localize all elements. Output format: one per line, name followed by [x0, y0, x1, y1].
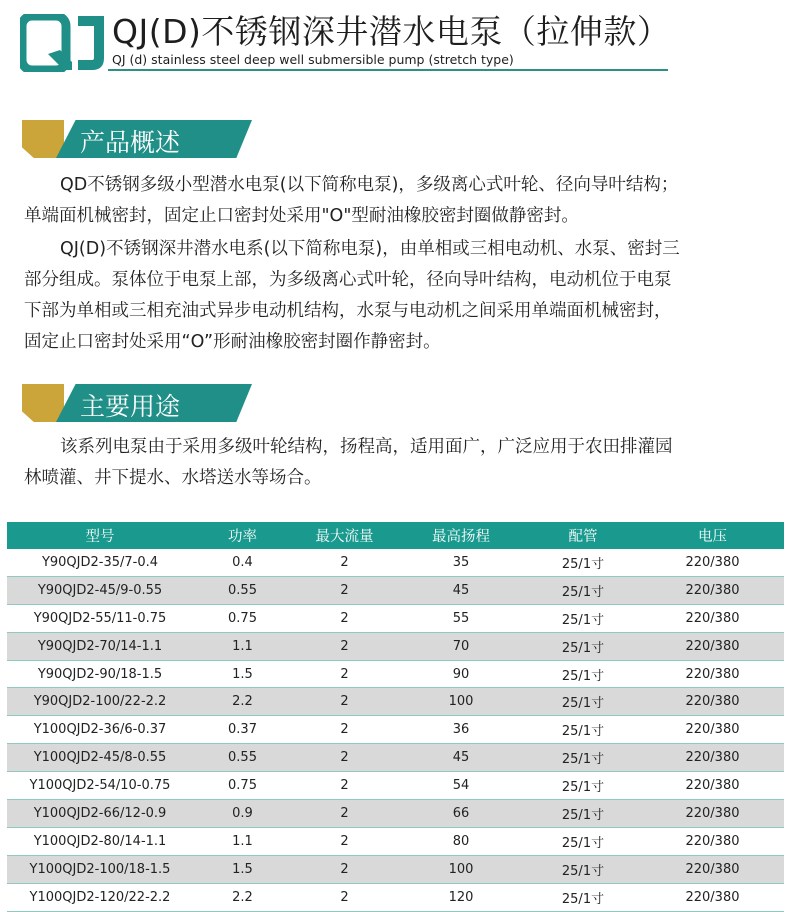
usage-paragraph [24, 432, 769, 494]
text-line: 固定止口密封处采用“O”形耐油橡胶密封圈作静密封。 [24, 332, 441, 352]
header-max-head: 最高扬程 [397, 522, 525, 549]
cell-power: 2.2 [193, 883, 292, 911]
table-row [7, 827, 784, 855]
cell-max-head: 45 [397, 576, 525, 604]
banner-gold-accent [22, 120, 64, 158]
cell-model: Y100QJD2-120/22-2.2 [7, 883, 193, 911]
cell-power: 0.55 [193, 744, 292, 772]
cell-max-head: 80 [397, 827, 525, 855]
cell-max-head: 120 [397, 883, 525, 911]
cell-model: Y100QJD2-100/18-1.5 [7, 855, 193, 883]
cell-max-flow: 2 [292, 716, 397, 744]
cell-pipe: 25/1寸 [525, 772, 641, 800]
cell-max-head: 100 [397, 688, 525, 716]
table-row [7, 549, 784, 576]
cell-voltage: 220/380 [641, 800, 784, 828]
cell-model: Y90QJD2-100/22-2.2 [7, 688, 193, 716]
cell-max-flow: 2 [292, 604, 397, 632]
header-voltage: 电压 [641, 522, 784, 549]
text-line: QD不锈钢多级小型潜水电泵(以下简称电泵)，多级离心式叶轮、径向导叶结构； [60, 175, 679, 195]
page-title: QJ(D)不锈钢深井潜水电泵（拉伸款） [112, 12, 671, 51]
cell-pipe: 25/1寸 [525, 800, 641, 828]
cell-model: Y90QJD2-90/18-1.5 [7, 660, 193, 688]
cell-voltage: 220/380 [641, 855, 784, 883]
banner-gold-accent [22, 384, 64, 422]
text-line: 单端面机械密封，固定止口密封处采用"O"型耐油橡胶密封圈做静密封。 [24, 206, 579, 226]
overview-paragraph-2 [24, 234, 769, 358]
cell-max-flow: 2 [292, 855, 397, 883]
cell-max-flow: 2 [292, 827, 397, 855]
cell-max-flow: 2 [292, 576, 397, 604]
cell-model: Y100QJD2-66/12-0.9 [7, 800, 193, 828]
cell-pipe: 25/1寸 [525, 827, 641, 855]
cell-voltage: 220/380 [641, 549, 784, 576]
cell-model: Y100QJD2-80/14-1.1 [7, 827, 193, 855]
cell-pipe: 25/1寸 [525, 549, 641, 576]
cell-pipe: 25/1寸 [525, 660, 641, 688]
cell-voltage: 220/380 [641, 576, 784, 604]
cell-power: 1.5 [193, 660, 292, 688]
cell-power: 0.4 [193, 549, 292, 576]
cell-power: 0.75 [193, 772, 292, 800]
cell-max-flow: 2 [292, 772, 397, 800]
cell-voltage: 220/380 [641, 744, 784, 772]
cell-pipe: 25/1寸 [525, 632, 641, 660]
cell-voltage: 220/380 [641, 632, 784, 660]
cell-max-head: 100 [397, 855, 525, 883]
header-power: 功率 [193, 522, 292, 549]
cell-voltage: 220/380 [641, 660, 784, 688]
cell-pipe: 25/1寸 [525, 744, 641, 772]
table-row [7, 660, 784, 688]
cell-pipe: 25/1寸 [525, 716, 641, 744]
cell-model: Y100QJD2-54/10-0.75 [7, 772, 193, 800]
cell-voltage: 220/380 [641, 772, 784, 800]
text-line: 下部为单相或三相充油式异步电动机结构，水泵与电动机之间采用单端面机械密封， [24, 301, 672, 321]
cell-model: Y90QJD2-70/14-1.1 [7, 632, 193, 660]
table-row [7, 883, 784, 911]
cell-max-flow: 2 [292, 800, 397, 828]
section-banner-usage [22, 384, 252, 422]
cell-max-head: 45 [397, 744, 525, 772]
page-subtitle: QJ (d) stainless steel deep well submersible pump (stretch type) [112, 52, 514, 67]
cell-power: 1.1 [193, 632, 292, 660]
cell-model: Y100QJD2-45/8-0.55 [7, 744, 193, 772]
cell-voltage: 220/380 [641, 604, 784, 632]
section-banner-overview [22, 120, 252, 158]
cell-pipe: 25/1寸 [525, 855, 641, 883]
title-underline [108, 69, 668, 71]
cell-model: Y90QJD2-45/9-0.55 [7, 576, 193, 604]
table-row [7, 800, 784, 828]
cell-max-head: 35 [397, 549, 525, 576]
cell-max-flow: 2 [292, 660, 397, 688]
cell-power: 0.37 [193, 716, 292, 744]
table-header-row [7, 522, 784, 549]
cell-max-flow: 2 [292, 744, 397, 772]
cell-max-head: 54 [397, 772, 525, 800]
cell-voltage: 220/380 [641, 883, 784, 911]
cell-pipe: 25/1寸 [525, 604, 641, 632]
text-line: 林喷灌、井下提水、水塔送水等场合。 [24, 468, 322, 488]
page-header [0, 0, 791, 80]
cell-max-flow: 2 [292, 632, 397, 660]
table-row [7, 855, 784, 883]
text-line: QJ(D)不锈钢深井潜水电系(以下简称电泵)，由单相或三相电动机、水泵、密封三 [60, 239, 680, 259]
cell-power: 1.1 [193, 827, 292, 855]
table-row [7, 632, 784, 660]
cell-voltage: 220/380 [641, 688, 784, 716]
table-row [7, 744, 784, 772]
table-row [7, 772, 784, 800]
table-row [7, 716, 784, 744]
cell-max-flow: 2 [292, 688, 397, 716]
cell-power: 0.75 [193, 604, 292, 632]
section-heading-overview: 产品概述 [80, 128, 181, 157]
cell-model: Y90QJD2-55/11-0.75 [7, 604, 193, 632]
text-line: 该系列电泵由于采用多级叶轮结构，扬程高，适用面广，广泛应用于农田排灌园 [60, 437, 673, 457]
text-line: 部分组成。泵体位于电泵上部，为多级离心式叶轮，径向导叶结构，电动机位于电泵 [24, 270, 672, 290]
cell-power: 1.5 [193, 855, 292, 883]
section-heading-usage: 主要用途 [80, 392, 181, 421]
qj-logo [20, 14, 106, 72]
table-row [7, 688, 784, 716]
table-row [7, 576, 784, 604]
cell-max-head: 36 [397, 716, 525, 744]
header-model: 型号 [7, 522, 193, 549]
cell-model: Y90QJD2-35/7-0.4 [7, 549, 193, 576]
cell-power: 2.2 [193, 688, 292, 716]
spec-table [7, 522, 784, 912]
cell-max-head: 66 [397, 800, 525, 828]
header-max-flow: 最大流量 [292, 522, 397, 549]
cell-voltage: 220/380 [641, 827, 784, 855]
overview-paragraph-1 [24, 170, 769, 232]
cell-max-head: 90 [397, 660, 525, 688]
header-pipe: 配管 [525, 522, 641, 549]
cell-max-flow: 2 [292, 883, 397, 911]
cell-power: 0.9 [193, 800, 292, 828]
cell-model: Y100QJD2-36/6-0.37 [7, 716, 193, 744]
cell-max-head: 70 [397, 632, 525, 660]
cell-pipe: 25/1寸 [525, 576, 641, 604]
cell-pipe: 25/1寸 [525, 883, 641, 911]
cell-pipe: 25/1寸 [525, 688, 641, 716]
cell-voltage: 220/380 [641, 716, 784, 744]
cell-power: 0.55 [193, 576, 292, 604]
cell-max-head: 55 [397, 604, 525, 632]
cell-max-flow: 2 [292, 549, 397, 576]
table-row [7, 604, 784, 632]
